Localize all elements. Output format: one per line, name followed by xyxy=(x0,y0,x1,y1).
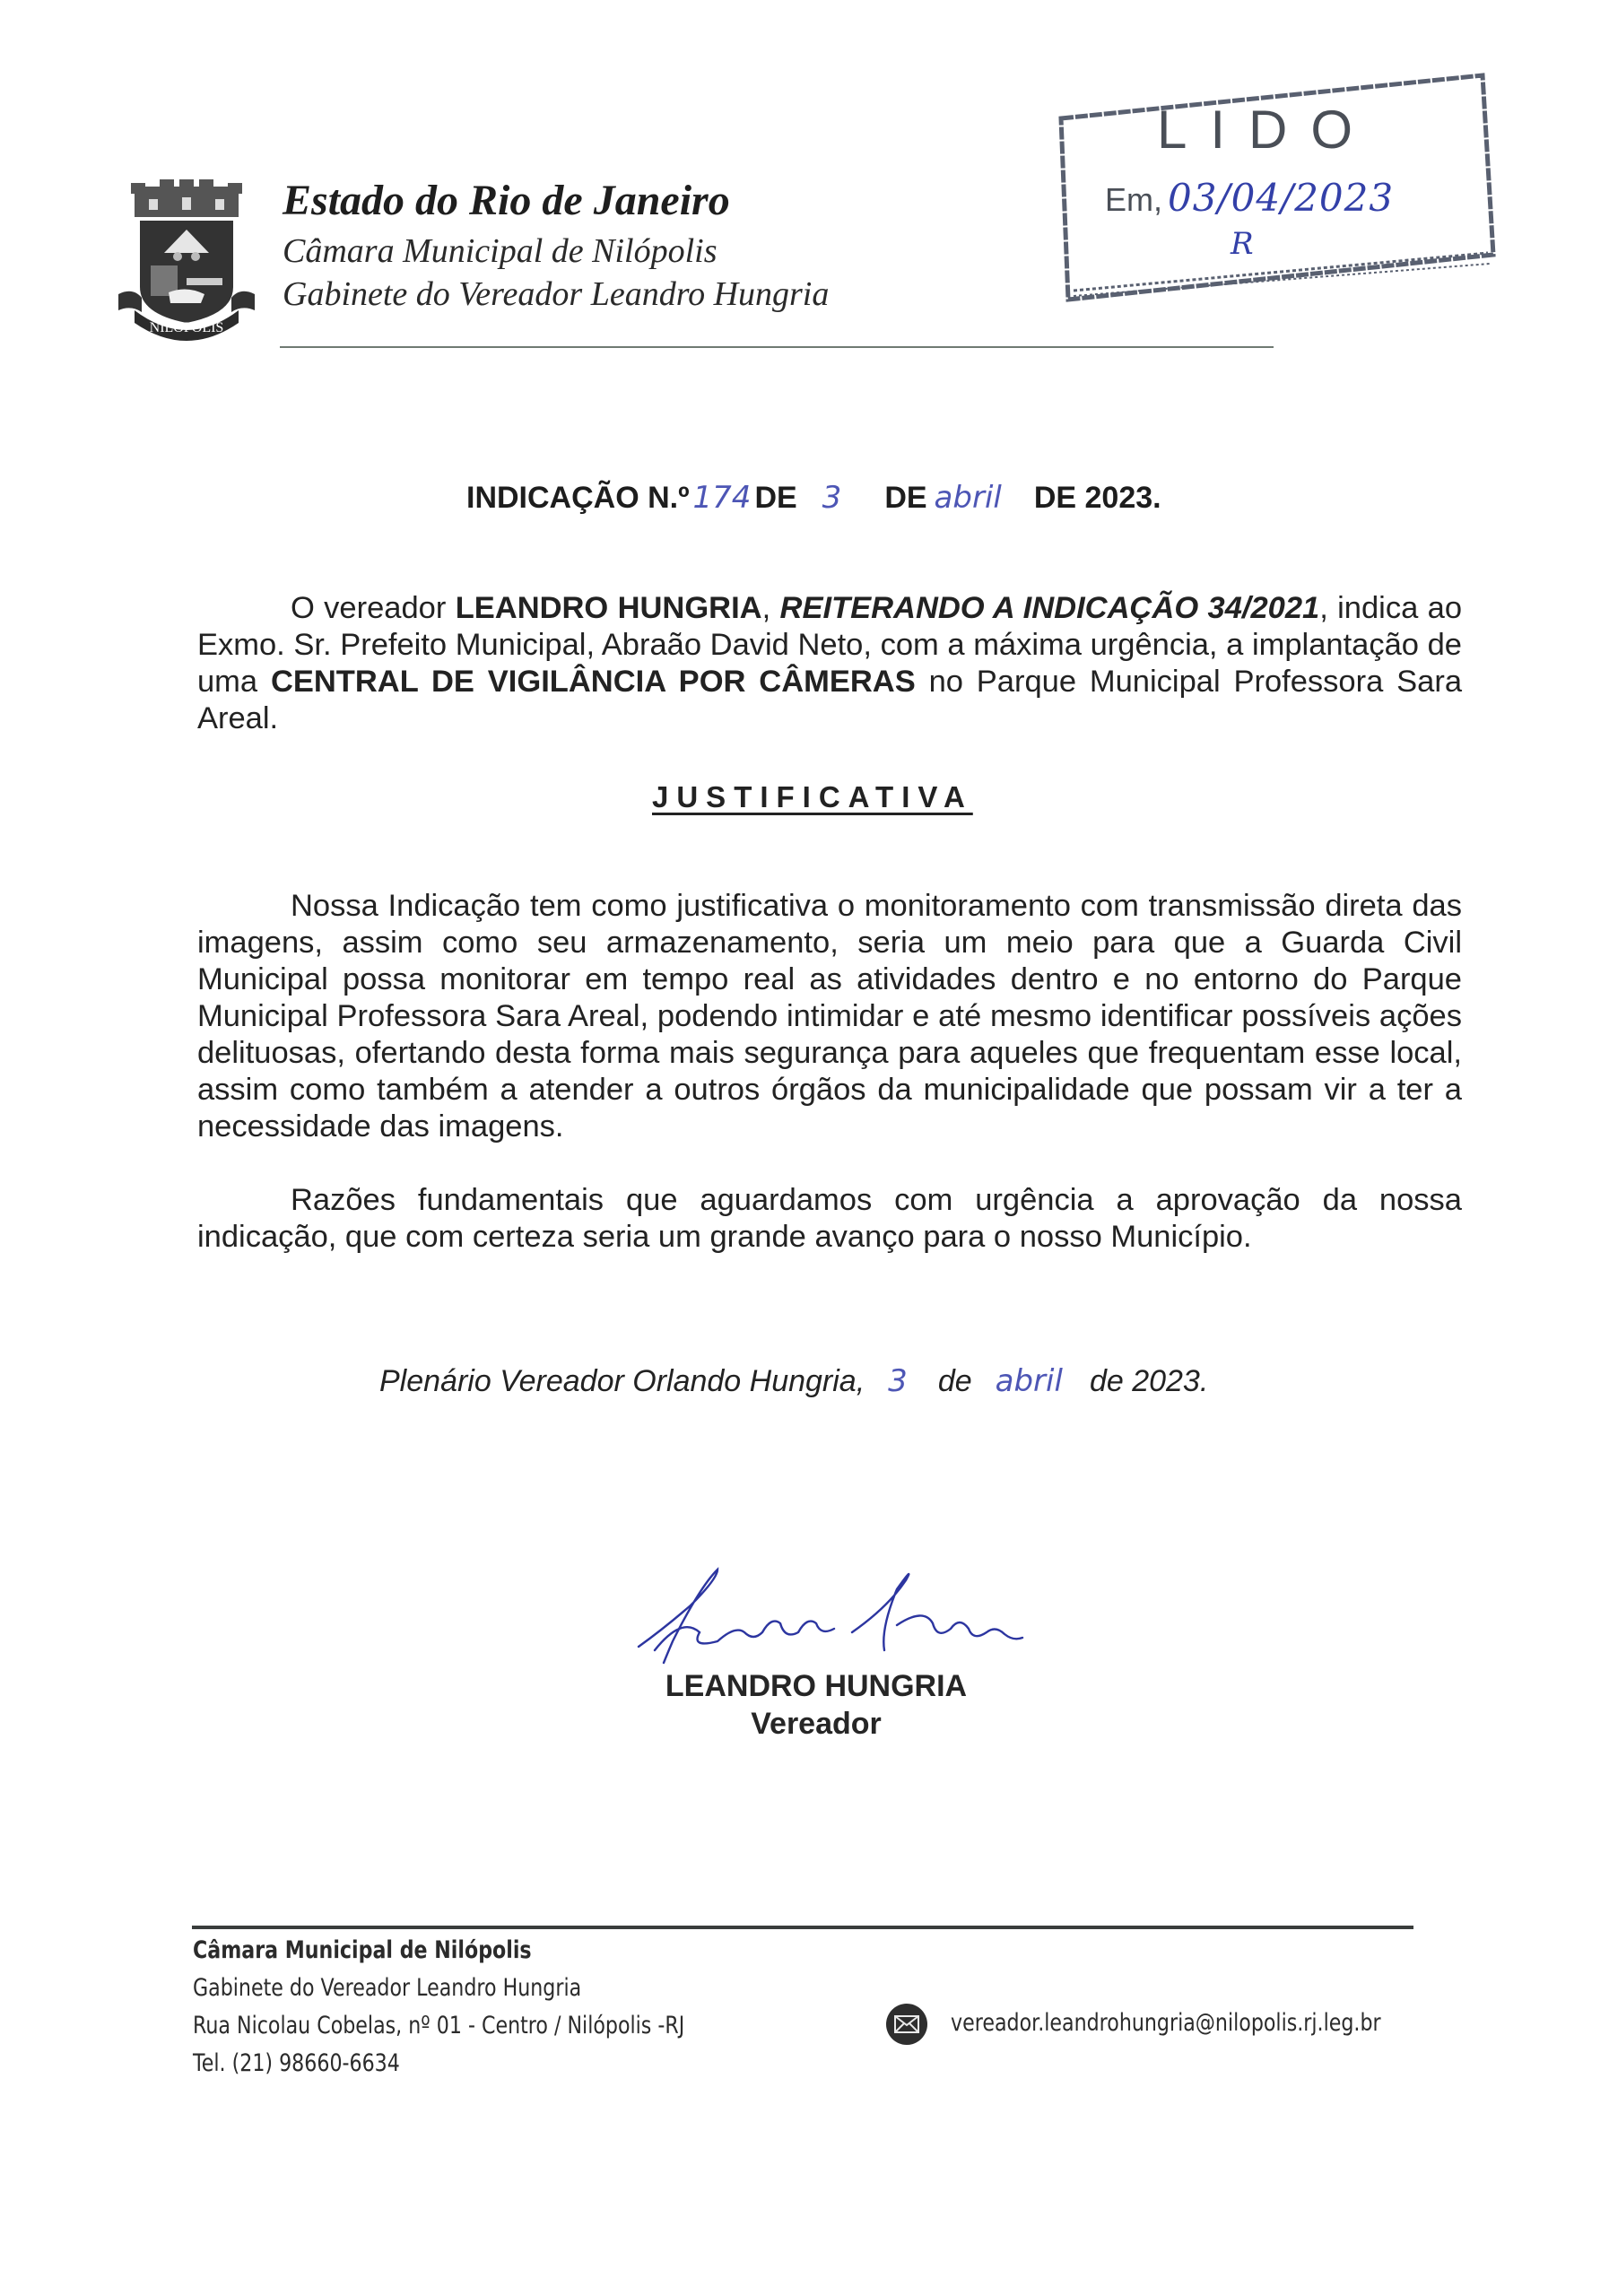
request-subject: CENTRAL DE VIGILÂNCIA POR CÂMERAS xyxy=(270,665,916,699)
closing-de: de xyxy=(937,1364,972,1398)
title-prefix: INDICAÇÃO N.º xyxy=(466,481,690,515)
p1-text-4: no Parque Municipal Professora Sara Areal. xyxy=(197,665,1463,735)
handwritten-signature xyxy=(628,1561,1031,1666)
justification-heading: JUSTIFICATIVA xyxy=(652,780,973,813)
closing-year: de 2023. xyxy=(1089,1364,1209,1398)
p3-text: Razões fundamentais que aguardamos com urgência a aprovação da nossa indicação, que com certeza seria um grande avanço para o nosso Município. xyxy=(197,1183,1462,1254)
indication-paragraph xyxy=(197,590,1462,737)
closing-paragraph xyxy=(197,1182,1462,1256)
envelope-icon xyxy=(886,2004,927,2045)
stamp-date-prefix: Em, xyxy=(1105,181,1163,218)
footer-phone: Tel. (21) 98660-6634 xyxy=(193,2049,400,2077)
stamp-handwritten-date: 03/04/2023 xyxy=(1168,176,1395,220)
footer-organization: Câmara Municipal de Nilópolis xyxy=(193,1936,532,1964)
footer-office: Gabinete do Vereador Leandro Hungria xyxy=(193,1974,582,2002)
stamp-date-line xyxy=(1105,176,1394,230)
title-suffix: DE 2023. xyxy=(1033,481,1161,515)
footer-divider xyxy=(192,1926,1413,1929)
councilor-name: LEANDRO HUNGRIA xyxy=(455,591,762,625)
municipal-crest-logo xyxy=(115,179,258,341)
header-office: Gabinete do Vereador Leandro Hungria xyxy=(283,275,830,313)
crest-banner-text: NILOPOLIS xyxy=(149,320,224,335)
document-title xyxy=(466,480,1161,516)
p1-text-1: O vereador xyxy=(291,591,456,625)
stamp-label: LIDO xyxy=(1157,100,1377,160)
place-name: Plenário Vereador Orlando Hungria, xyxy=(379,1364,865,1398)
footer-email-link[interactable]: vereador.leandrohungria@nilopolis.rj.leg.br xyxy=(951,2009,1381,2037)
header-chamber: Câmara Municipal de Nilópolis xyxy=(283,232,718,270)
signatory-role: Vereador xyxy=(751,1707,882,1741)
header-state: Estado do Rio de Janeiro xyxy=(283,177,730,224)
title-number-handwritten: 174 xyxy=(692,480,752,516)
title-de-1: DE xyxy=(754,481,797,515)
p1-text-3: , indica ao Exmo. Sr. Prefeito Municipal, Abraão David Neto, com a máxima urgência, a implantação de uma xyxy=(197,591,1463,699)
closing-month-handwritten: abril xyxy=(995,1363,1063,1399)
justification-paragraph xyxy=(197,888,1462,1145)
title-de-2: DE xyxy=(884,481,927,515)
p1-text-2: , xyxy=(761,591,780,625)
title-month-handwritten: abril xyxy=(934,480,1002,516)
closing-day-handwritten: 3 xyxy=(888,1363,908,1399)
signatory-name: LEANDRO HUNGRIA xyxy=(665,1669,968,1703)
header-divider xyxy=(280,346,1274,348)
p2-text: Nossa Indicação tem como justificativa o monitoramento com transmissão direta das imagens, assim como seu armazenamento, seria um meio para que a Guarda Civil Municipal possa monitorar em tempo real as atividades dentro e no entorno do Parque Municipal Professora Sara Areal, podendo intimidar e até mesmo identificar possíveis ações delituosas, ofertando desta forma mais segurança para aqueles que frequentam esse local, assim como também a atender a outros órgãos da municipalidade que possam vir a ter a necessidade das imagens. xyxy=(197,889,1462,1144)
reiteration-reference: REITERANDO A INDICAÇÃO 34/2021 xyxy=(779,591,1320,625)
stamp-initial: R xyxy=(1231,226,1254,262)
place-and-date xyxy=(379,1363,1208,1399)
footer-address: Rua Nicolau Cobelas, nº 01 - Centro / Nilópolis -RJ xyxy=(193,2012,685,2039)
title-day-handwritten: 3 xyxy=(822,480,842,516)
